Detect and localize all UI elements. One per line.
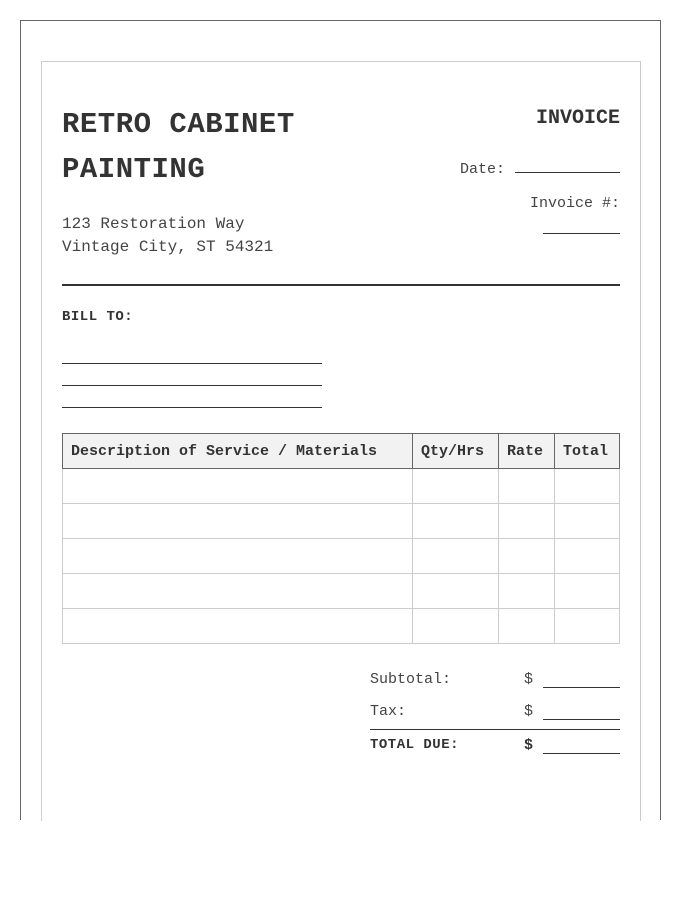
cell-qty[interactable] bbox=[413, 574, 499, 609]
cell-rate[interactable] bbox=[499, 609, 555, 644]
total-due-row bbox=[370, 734, 620, 758]
invoice-date-label: Date: bbox=[459, 161, 505, 178]
bill-to-label: BILL TO: bbox=[62, 309, 134, 325]
cell-total[interactable] bbox=[555, 574, 620, 609]
header-description: Description of Service / Materials bbox=[63, 434, 413, 469]
subtotal-currency: $ bbox=[524, 671, 534, 688]
tax-field[interactable] bbox=[543, 719, 620, 720]
cell-total[interactable] bbox=[555, 504, 620, 539]
cell-description[interactable] bbox=[63, 574, 413, 609]
total-due-label: TOTAL DUE: bbox=[370, 737, 460, 753]
tax-label: Tax: bbox=[370, 703, 407, 720]
invoice-number-label: Invoice #: bbox=[529, 195, 620, 212]
cell-total[interactable] bbox=[555, 469, 620, 504]
cell-qty[interactable] bbox=[413, 539, 499, 574]
subtotal-row bbox=[370, 668, 620, 692]
company-address-street: 123 Restoration Way bbox=[62, 215, 245, 233]
total-due-field[interactable] bbox=[543, 753, 620, 754]
totals-divider bbox=[370, 729, 620, 730]
table-row bbox=[63, 609, 620, 644]
header-total: Total bbox=[555, 434, 620, 469]
cell-total[interactable] bbox=[555, 609, 620, 644]
table-row bbox=[63, 469, 620, 504]
cell-rate[interactable] bbox=[499, 469, 555, 504]
company-name bbox=[62, 102, 362, 192]
line-items-table bbox=[62, 433, 620, 644]
invoice-title: INVOICE bbox=[535, 107, 620, 130]
subtotal-field[interactable] bbox=[543, 687, 620, 688]
invoice-number-field[interactable] bbox=[543, 233, 620, 234]
cell-qty[interactable] bbox=[413, 609, 499, 644]
cell-total[interactable] bbox=[555, 539, 620, 574]
table-row bbox=[63, 539, 620, 574]
cell-description[interactable] bbox=[63, 609, 413, 644]
total-due-currency: $ bbox=[524, 737, 534, 754]
company-address-city: Vintage City, ST 54321 bbox=[62, 238, 274, 256]
table-row bbox=[63, 504, 620, 539]
header-divider bbox=[62, 284, 620, 286]
subtotal-label: Subtotal: bbox=[370, 671, 452, 688]
bill-to-line-1[interactable] bbox=[62, 363, 322, 364]
bill-to-line-2[interactable] bbox=[62, 385, 322, 386]
invoice-date-field[interactable] bbox=[515, 157, 620, 173]
line-items-header-row bbox=[63, 434, 620, 469]
table-row bbox=[63, 574, 620, 609]
cell-qty[interactable] bbox=[413, 469, 499, 504]
tax-row bbox=[370, 700, 620, 724]
company-name-line-1: RETRO CABINET bbox=[62, 108, 295, 141]
tax-currency: $ bbox=[524, 703, 534, 720]
header-rate: Rate bbox=[499, 434, 555, 469]
cell-rate[interactable] bbox=[499, 539, 555, 574]
header-qty-hrs: Qty/Hrs bbox=[413, 434, 499, 469]
cell-description[interactable] bbox=[63, 539, 413, 574]
cell-description[interactable] bbox=[63, 504, 413, 539]
cell-rate[interactable] bbox=[499, 504, 555, 539]
invoice-date-row bbox=[460, 157, 620, 178]
cell-qty[interactable] bbox=[413, 504, 499, 539]
cell-rate[interactable] bbox=[499, 574, 555, 609]
company-name-line-2: PAINTING bbox=[62, 153, 206, 186]
cell-description[interactable] bbox=[63, 469, 413, 504]
bill-to-line-3[interactable] bbox=[62, 407, 322, 408]
